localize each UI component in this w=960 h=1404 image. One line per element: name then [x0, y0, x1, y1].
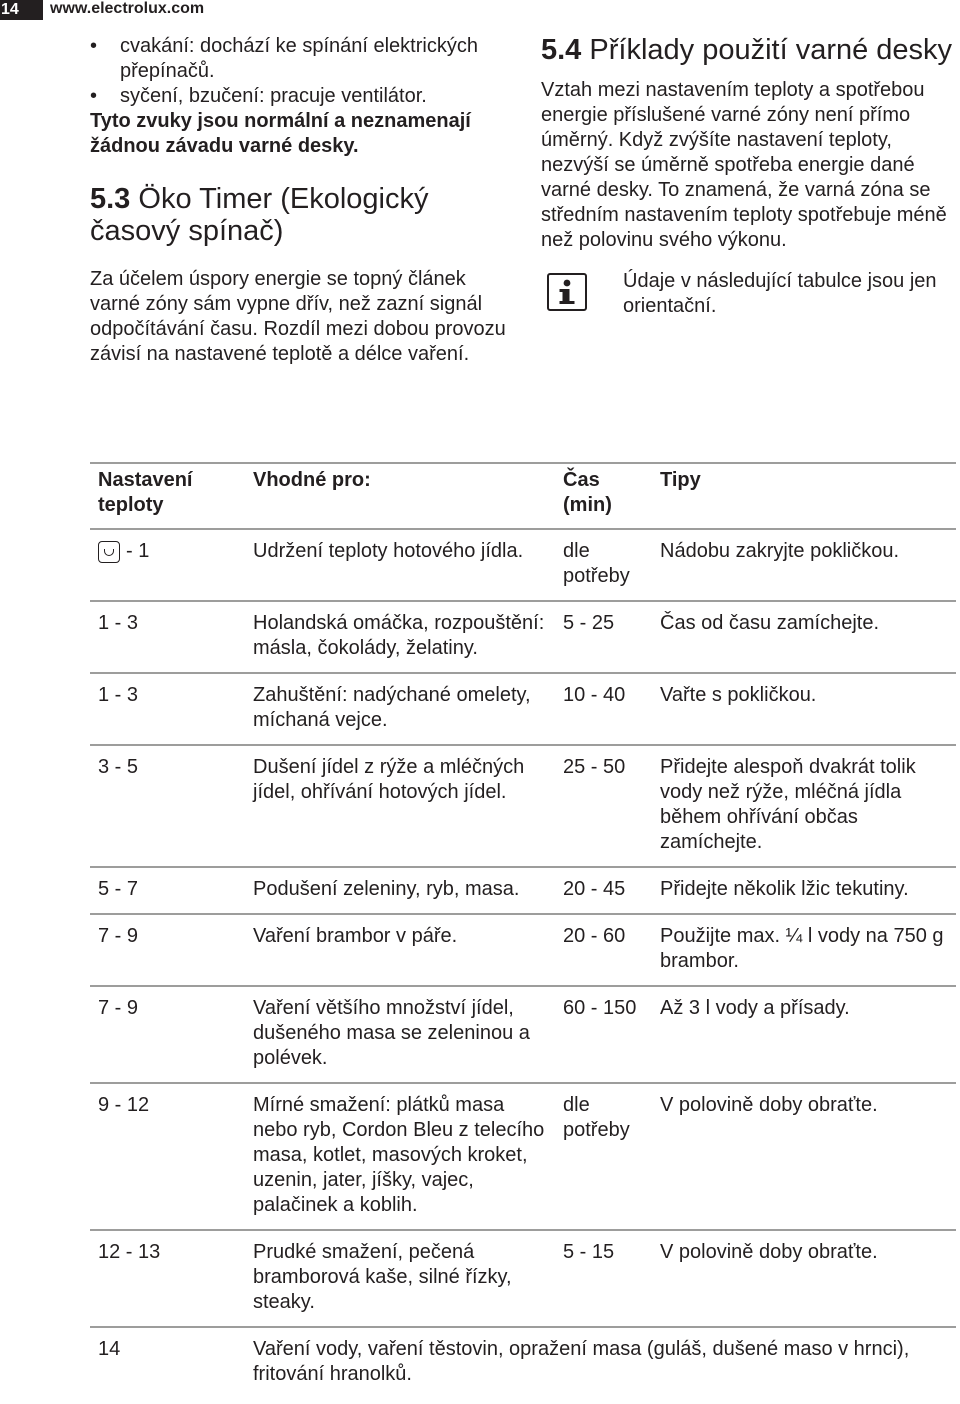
cell-setting: 7 - 9 [90, 914, 245, 986]
section-text-5-4: Vztah mezi nastavením teploty a spotřebou energie příslušené varné zóny není přímo úměrný. Když zvýšíte nastavení teploty, nezvýší se úměrně spotřeba energie dané varné desky. To znamená, že varná zóna se středním nastavením teploty spotřebuje méně než polovinu svého výkonu. [541, 79, 947, 251]
cell-time: 5 - 25 [555, 601, 652, 673]
table-row [90, 1083, 956, 1230]
cell-tip: Nádobu zakryjte pokličkou. [652, 529, 956, 601]
cell-tip: V polovině doby obraťte. [652, 1083, 956, 1230]
info-icon [547, 273, 587, 311]
cell-use: Mírné smažení: plátků masa nebo ryb, Cordon Bleu z telecího masa, kotlet, masových kroket, uzenin, jater, jíšky, vajec, palačinek a koblih. [245, 1083, 555, 1230]
info-note [541, 269, 956, 325]
header-use: Vhodné pro: [245, 463, 555, 529]
cell-setting: 7 - 9 [90, 986, 245, 1083]
table-row [90, 1230, 956, 1327]
cooking-table [90, 462, 956, 1398]
section-heading-5-4 [541, 34, 956, 66]
table-row [90, 529, 956, 601]
cell-time: 20 - 45 [555, 867, 652, 914]
header-setting: Nastavení teploty [90, 463, 245, 529]
cell-setting: 12 - 13 [90, 1230, 245, 1327]
keep-warm-icon [98, 541, 120, 563]
cell-use: Udržení teploty hotového jídla. [245, 529, 555, 601]
cell-use: Podušení zeleniny, ryb, masa. [245, 867, 555, 914]
header-tips: Tipy [652, 463, 956, 529]
cell-use: Prudké smažení, pečená bramborová kaše, silné řízky, steaky. [245, 1230, 555, 1327]
table-header-row [90, 463, 956, 529]
cell-time: 10 - 40 [555, 673, 652, 745]
cell-setting: 3 - 5 [90, 745, 245, 867]
left-column [90, 34, 520, 367]
section-title: Öko Timer (Ekologický časový spínač) [90, 183, 429, 247]
cell-tip: Přidejte alespoň dvakrát tolik vody než rýže, mléčná jídla během ohřívání občas zamíchejte. [652, 745, 956, 867]
list-item: • syčení, bzučení: pracuje ventilátor. [90, 84, 520, 109]
cell-use: Dušení jídel z rýže a mléčných jídel, ohřívání hotových jídel. [245, 745, 555, 867]
cell-use: Vaření většího množství jídel, dušeného masa se zeleninou a polévek. [245, 986, 555, 1083]
section-number: 5.3 [90, 183, 131, 215]
cell-tip: Přidejte několik lžic tekutiny. [652, 867, 956, 914]
table-row [90, 601, 956, 673]
cell-time: 20 - 60 [555, 914, 652, 986]
cell-tip: Vařte s pokličkou. [652, 673, 956, 745]
right-column [541, 34, 956, 325]
cell-setting: 1 - 3 [90, 673, 245, 745]
section-heading-5-3 [90, 183, 520, 247]
cell-time: 25 - 50 [555, 745, 652, 867]
cell-tip: V polovině doby obraťte. [652, 1230, 956, 1327]
page-number: 14 [0, 0, 43, 20]
cell-use: Vaření brambor v páře. [245, 914, 555, 986]
cell-setting [90, 529, 245, 601]
cell-setting: 14 [98, 1338, 121, 1360]
table-row [90, 867, 956, 914]
setting-suffix: - 1 [126, 540, 150, 562]
cell-time: dle potřeby [555, 529, 652, 601]
page-header [0, 0, 960, 20]
cell-tip: Čas od času zamíchejte. [652, 601, 956, 673]
site-url[interactable]: www.electrolux.com [50, 0, 205, 17]
cell-tip: Použijte max. ¼ l vody na 750 g brambor. [652, 914, 956, 986]
cell-time: dle potřeby [555, 1083, 652, 1230]
cell-setting: 5 - 7 [90, 867, 245, 914]
cell-time: 60 - 150 [555, 986, 652, 1083]
cell-use: Zahuštění: nadýchané omelety, míchaná vejce. [245, 673, 555, 745]
keep-warm-setting [98, 539, 149, 564]
table-row [90, 914, 956, 986]
cell-tip: Až 3 l vody a přísady. [652, 986, 956, 1083]
info-text: Údaje v následující tabulce jsou jen orientační. [623, 270, 937, 317]
cell-use: Vaření vody, vaření těstovin, opražení masa (guláš, dušené maso v hrnci), fritování hranolků. [253, 1338, 910, 1385]
noise-note: Tyto zvuky jsou normální a neznamenají žádnou závadu varné desky. [90, 110, 471, 157]
noise-list [90, 34, 520, 109]
section-text-5-3: Za účelem úspory energie se topný článek varné zóny sám vypne dřív, než zazní signál odpočítávání času. Rozdíl mezi dobou provozu závisí na nastavené teplotě a délce vaření. [90, 268, 506, 365]
cell-setting: 1 - 3 [90, 601, 245, 673]
table-row [90, 1327, 956, 1398]
header-time: Čas (min) [555, 463, 652, 529]
cell-time: 5 - 15 [555, 1230, 652, 1327]
list-item: • cvakání: dochází ke spínání elektrických přepínačů. [90, 34, 520, 84]
table-row [90, 986, 956, 1083]
table-row [90, 673, 956, 745]
cell-use: Holandská omáčka, rozpouštění: másla, čokolády, želatiny. [245, 601, 555, 673]
cell-setting: 9 - 12 [90, 1083, 245, 1230]
section-number: 5.4 [541, 34, 582, 66]
section-title: Příklady použití varné desky [589, 34, 953, 66]
table-row [90, 745, 956, 867]
